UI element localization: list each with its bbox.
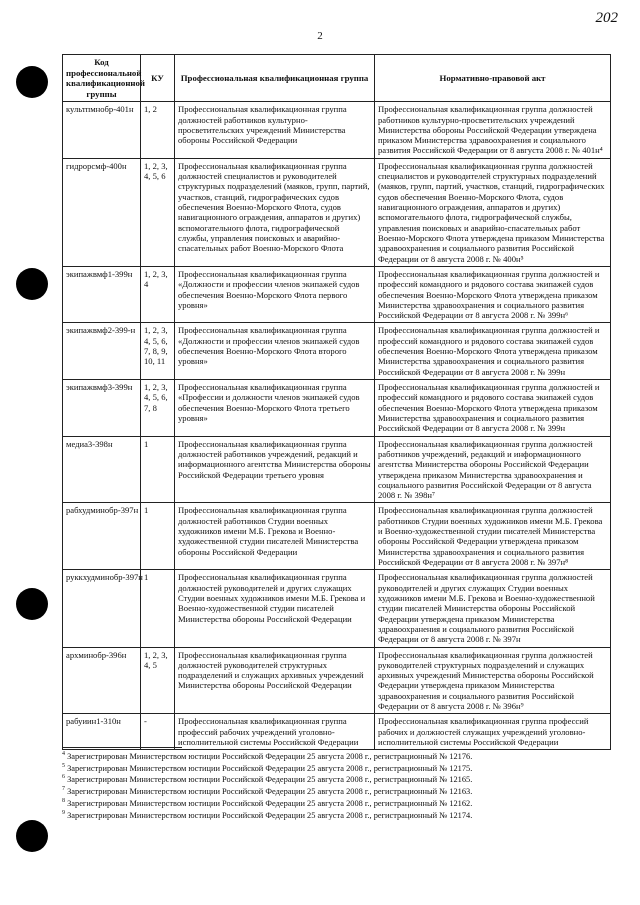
cell-group: Профессиональная квалификационная группа «Профессии и должности членов экипажей судов обеспечения Военно-Морского Флота третьего уровня»	[175, 380, 375, 437]
footnote-text: Зарегистрирован Министерством юстиции Российской Федерации 25 августа 2008 г., регистрационный № 12163.	[67, 786, 473, 796]
cell-code: рабуиин1-310н	[63, 714, 141, 750]
footnote-text: Зарегистрирован Министерством юстиции Российской Федерации 25 августа 2008 г., регистрационный № 12175.	[67, 763, 473, 773]
table-header-row	[63, 55, 611, 102]
footnote-list	[62, 751, 610, 821]
footnote-text: Зарегистрирован Министерством юстиции Российской Федерации 25 августа 2008 г., регистрационный № 12174.	[67, 810, 473, 820]
footnote-text: Зарегистрирован Министерством юстиции Российской Федерации 25 августа 2008 г., регистрационный № 12162.	[67, 798, 473, 808]
footnote	[62, 751, 610, 763]
cell-act: Профессиональная квалификационная группа профессий рабочих и должностей служащих учреждений уголовно-исполнительной системы Российской Федерации	[375, 714, 611, 750]
footnote	[62, 774, 610, 786]
footnote-mark: 7	[62, 786, 65, 793]
cell-ku: 1	[141, 570, 175, 647]
header-act: Нормативно-правовой акт	[375, 55, 611, 102]
footnote-mark: 4	[62, 751, 65, 757]
footnote-mark: 8	[62, 797, 65, 804]
footnote-mark: 5	[62, 762, 65, 769]
cell-ku: 1	[141, 503, 175, 570]
header-ku: КУ	[141, 55, 175, 102]
cell-act: Профессиональная квалификационная группа должностей и профессий командного и рядового состава экипажей судов обеспечения Военно-Морского Флота утверждена приказом Министерства здравоохранения и социального развития Российской Федерации от 8 августа 2008 г. № 399н	[375, 323, 611, 380]
footnote-text: Зарегистрирован Министерством юстиции Российской Федерации 25 августа 2008 г., регистрационный № 12176.	[67, 751, 473, 761]
cell-act: Профессиональная квалификационная группа должностей руководителей и других служащих Студии военных художников имени М.Б. Грекова и Военно-художественной студии писателей Министерства обороны Российской Федерации утверждена приказом Министерства здравоохранения и социального развития Российской Федерации от 8 августа 2008 г. № 397н	[375, 570, 611, 647]
table-row	[63, 503, 611, 570]
cell-group: Профессиональная квалификационная группа «Должности и профессии членов экипажей судов обеспечения Военно-Морского Флота второго уровня»	[175, 323, 375, 380]
cell-group: Профессиональная квалификационная группа «Должности и профессии членов экипажей судов обеспечения Военно-Морского Флота первого уровня»	[175, 266, 375, 323]
page-number: 202	[595, 10, 618, 26]
cell-group: Профессиональная квалификационная группа должностей руководителей и других служащих Студии военных художников имени М.Б. Грекова и Военно-художественной студии писателей Министерства обороны Российской Федерации	[175, 570, 375, 647]
table-row	[63, 266, 611, 323]
header-group: Профессиональная квалификационная группа	[175, 55, 375, 102]
cell-group: Профессиональная квалификационная группа должностей работников культурно-просветительских учреждений Министерства обороны Российской Федерации	[175, 102, 375, 159]
footnote-text: Зарегистрирован Министерством юстиции Российской Федерации 25 августа 2008 г., регистрационный № 12165.	[67, 775, 473, 785]
cell-ku: 1, 2	[141, 102, 175, 159]
cell-code: гидрорсмф-400н	[63, 158, 141, 266]
table-row	[63, 380, 611, 437]
cell-group: Профессиональная квалификационная группа профессий рабочих учреждений уголовно-исполнительной системы Российской Федерации	[175, 714, 375, 750]
cell-ku: 1, 2, 3, 4, 5, 6, 7, 8	[141, 380, 175, 437]
table-row	[63, 570, 611, 647]
table-row	[63, 714, 611, 750]
cell-code: медиа3-398н	[63, 436, 141, 503]
footnote-mark: 9	[62, 809, 65, 816]
header-code: Код профессиональной квалификационной группы	[63, 55, 141, 102]
cell-code: экипажвмф3-399н	[63, 380, 141, 437]
table-row	[63, 102, 611, 159]
footnote-mark: 6	[62, 774, 65, 781]
cell-code: руккхудминобр-397н	[63, 570, 141, 647]
punch-hole	[16, 268, 48, 300]
cell-code: рабхудминобр-397н	[63, 503, 141, 570]
table-row	[63, 158, 611, 266]
cell-act: Профессиональная квалификационная группа должностей работников учреждений, редакций и информационного агентства Министерства обороны Российской Федерации утверждена приказом Министерства здравоохранения и социального развития Российской Федерации от 8 августа 2008 г. № 398н⁷	[375, 436, 611, 503]
cell-ku: 1, 2, 3, 4, 5	[141, 647, 175, 714]
footnote	[62, 810, 610, 822]
footnote-divider	[62, 747, 182, 748]
punch-hole	[16, 66, 48, 98]
table-body	[63, 102, 611, 750]
cell-ku: 1, 2, 3, 4	[141, 266, 175, 323]
cell-act: Профессиональная квалификационная группа должностей специалистов и руководителей структурных подразделений (маяков, групп, партий, участков, станций, гидрографических судов обеспечения Военно-Морского Флота, судов навигационного ограждения, аппаратов и других) вспомогательного флота, гидрографической службы, управления поисковых и аварийно-спасательных работ Военно-Морского Флота утверждена приказом Министерства здравоохранения и социального развития Российской Федерации от 8 августа 2008 г. № 400н⁵	[375, 158, 611, 266]
cell-act: Профессиональная квалификационная группа должностей работников Студии военных художников имени М.Б. Грекова и Военно-художественной студии писателей Министерства обороны Российской Федерации утверждена приказом Министерства здравоохранения и социального развития Российской Федерации от 8 августа 2008 г. № 397н⁸	[375, 503, 611, 570]
footnote	[62, 763, 610, 775]
cell-group: Профессиональная квалификационная группа должностей руководителей структурных подразделений и служащих архивных учреждений Министерства обороны Российской Федерации	[175, 647, 375, 714]
qualification-groups-table	[62, 54, 611, 750]
cell-code: экипажвмф1-399н	[63, 266, 141, 323]
table-row	[63, 436, 611, 503]
punch-hole	[16, 820, 48, 852]
cell-code: культпмнобр-401н	[63, 102, 141, 159]
footnote	[62, 786, 610, 798]
cell-group: Профессиональная квалификационная группа должностей работников Студии военных художников имени М.Б. Грекова и Военно-художественной студии писателей Министерства обороны Российской Федерации	[175, 503, 375, 570]
cell-act: Профессиональная квалификационная группа должностей и профессий командного и рядового состава экипажей судов обеспечения Военно-Морского Флота утверждена приказом Министерства здравоохранения и социального развития Российской Федерации от 8 августа 2008 г. № 399н⁶	[375, 266, 611, 323]
cell-ku: 1, 2, 3, 4, 5, 6, 7, 8, 9, 10, 11	[141, 323, 175, 380]
cell-act: Профессиональная квалификационная группа должностей руководителей структурных подразделений и служащих архивных учреждений Министерства обороны Российской Федерации утверждена приказом Министерства здравоохранения и социального развития Российской Федерации от 8 августа 2008 г. № 396н⁹	[375, 647, 611, 714]
table-row	[63, 323, 611, 380]
cell-group: Профессиональная квалификационная группа должностей специалистов и руководителей структурных подразделений (маяков, групп, партий, участков, станций, гидрографических судов обеспечения Военно-Морского Флота, судов навигационного ограждения, аппаратов и других) вспомогательного флота, гидрографической службы, управления поисковых и аварийно-спасательных работ Военно-Морского Флота	[175, 158, 375, 266]
cell-ku: 1	[141, 436, 175, 503]
page-index: 2	[317, 30, 323, 42]
footnotes	[62, 747, 610, 821]
cell-act: Профессиональная квалификационная группа должностей и профессий командного и рядового состава экипажей судов обеспечения Военно-Морского Флота утверждена приказом Министерства здравоохранения и социального развития Российской Федерации от 8 августа 2008 г. № 399н	[375, 380, 611, 437]
cell-group: Профессиональная квалификационная группа должностей работников учреждений, редакций и информационного агентства Министерства обороны Российской Федерации третьего уровня	[175, 436, 375, 503]
cell-ku: 1, 2, 3, 4, 5, 6	[141, 158, 175, 266]
footnote	[62, 798, 610, 810]
cell-ku: -	[141, 714, 175, 750]
cell-act: Профессиональная квалификационная группа должностей работников культурно-просветительских учреждений Министерства обороны Российской Федерации утверждена приказом Министерства здравоохранения и социального развития Российской Федерации от 8 августа 2008 г. № 401н⁴	[375, 102, 611, 159]
punch-hole	[16, 588, 48, 620]
cell-code: архминобр-396н	[63, 647, 141, 714]
cell-code: экипажвмф2-399-н	[63, 323, 141, 380]
table-row	[63, 647, 611, 714]
